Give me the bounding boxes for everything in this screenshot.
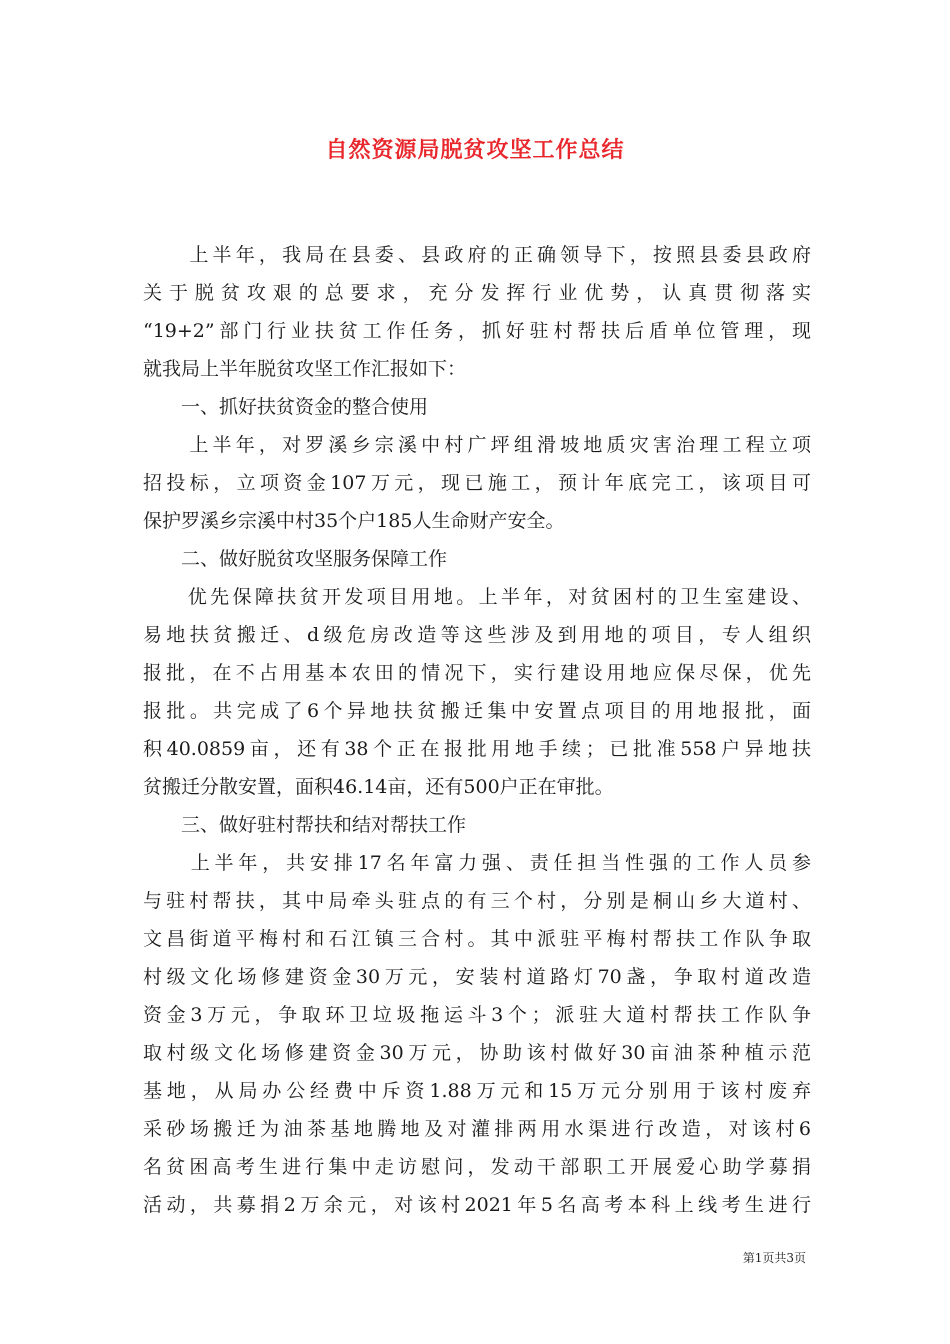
text-line: 文昌街道平梅村和石江镇三合村。其中派驻平梅村帮扶工作队争取 [143, 928, 811, 950]
section-heading-1: 一、抓好扶贫资金的整合使用 [143, 396, 429, 418]
document-body [143, 236, 811, 1224]
text-line: 就我局上半年脱贫攻坚工作汇报如下： [143, 358, 467, 380]
text-line: 优先保障扶贫开发项目用地。上半年，对贫困村的卫生室建设、 [143, 586, 811, 608]
text-line: 易地扶贫搬迁、d级危房改造等这些涉及到用地的项目，专人组织 [143, 624, 811, 646]
text-line: 村级文化场修建资金30万元，安装村道路灯70盏，争取村道改造 [143, 966, 811, 988]
text-line: 活动，共募捐2万余元，对该村2021年5名高考本科上线考生进行 [143, 1194, 811, 1216]
text-line: 取村级文化场修建资金30万元，协助该村做好30亩油茶种植示范 [143, 1042, 811, 1064]
text-line: 招投标，立项资金107万元，现已施工，预计年底完工，该项目可 [143, 472, 811, 494]
text-line: 积40.0859亩，还有38个正在报批用地手续；已批准558户异地扶 [143, 738, 811, 760]
text-line: 采砂场搬迁为油茶基地腾地及对灌排两用水渠进行改造，对该村6 [143, 1118, 811, 1140]
text-line: 与驻村帮扶，其中局牵头驻点的有三个村，分别是桐山乡大道村、 [143, 890, 811, 912]
text-line: 上半年，对罗溪乡宗溪中村广坪组滑坡地质灾害治理工程立项 [143, 434, 811, 456]
text-line: 保护罗溪乡宗溪中村35个户185人生命财产安全。 [143, 510, 565, 532]
text-line: 贫搬迁分散安置，面积46.14亩，还有500户正在审批。 [143, 776, 614, 798]
page-number: 第1页共3页 [742, 1251, 806, 1265]
text-line: 报批，在不占用基本农田的情况下，实行建设用地应保尽保，优先 [143, 662, 811, 684]
text-line: 上半年，我局在县委、县政府的正确领导下，按照县委县政府 [143, 244, 811, 266]
text-line: “19+2”部门行业扶贫工作任务，抓好驻村帮扶后盾单位管理，现 [143, 320, 811, 342]
page-title: 自然资源局脱贫攻坚工作总结 [325, 137, 625, 163]
text-line: 报批。共完成了6个异地扶贫搬迁集中安置点项目的用地报批，面 [143, 700, 811, 722]
text-line: 上半年，共安排17名年富力强、责任担当性强的工作人员参 [143, 852, 811, 874]
section-heading-2: 二、做好脱贫攻坚服务保障工作 [143, 548, 448, 570]
text-line: 关于脱贫攻艰的总要求，充分发挥行业优势，认真贯彻落实 [143, 282, 811, 304]
text-line: 资金3万元，争取环卫垃圾拖运斗3个；派驻大道村帮扶工作队争 [143, 1004, 811, 1026]
text-line: 基地，从局办公经费中斥资1.88万元和15万元分别用于该村废弃 [143, 1080, 811, 1102]
text-line: 名贫困高考生进行集中走访慰问，发动干部职工开展爱心助学募捐 [143, 1156, 811, 1178]
section-heading-3: 三、做好驻村帮扶和结对帮扶工作 [143, 814, 467, 836]
